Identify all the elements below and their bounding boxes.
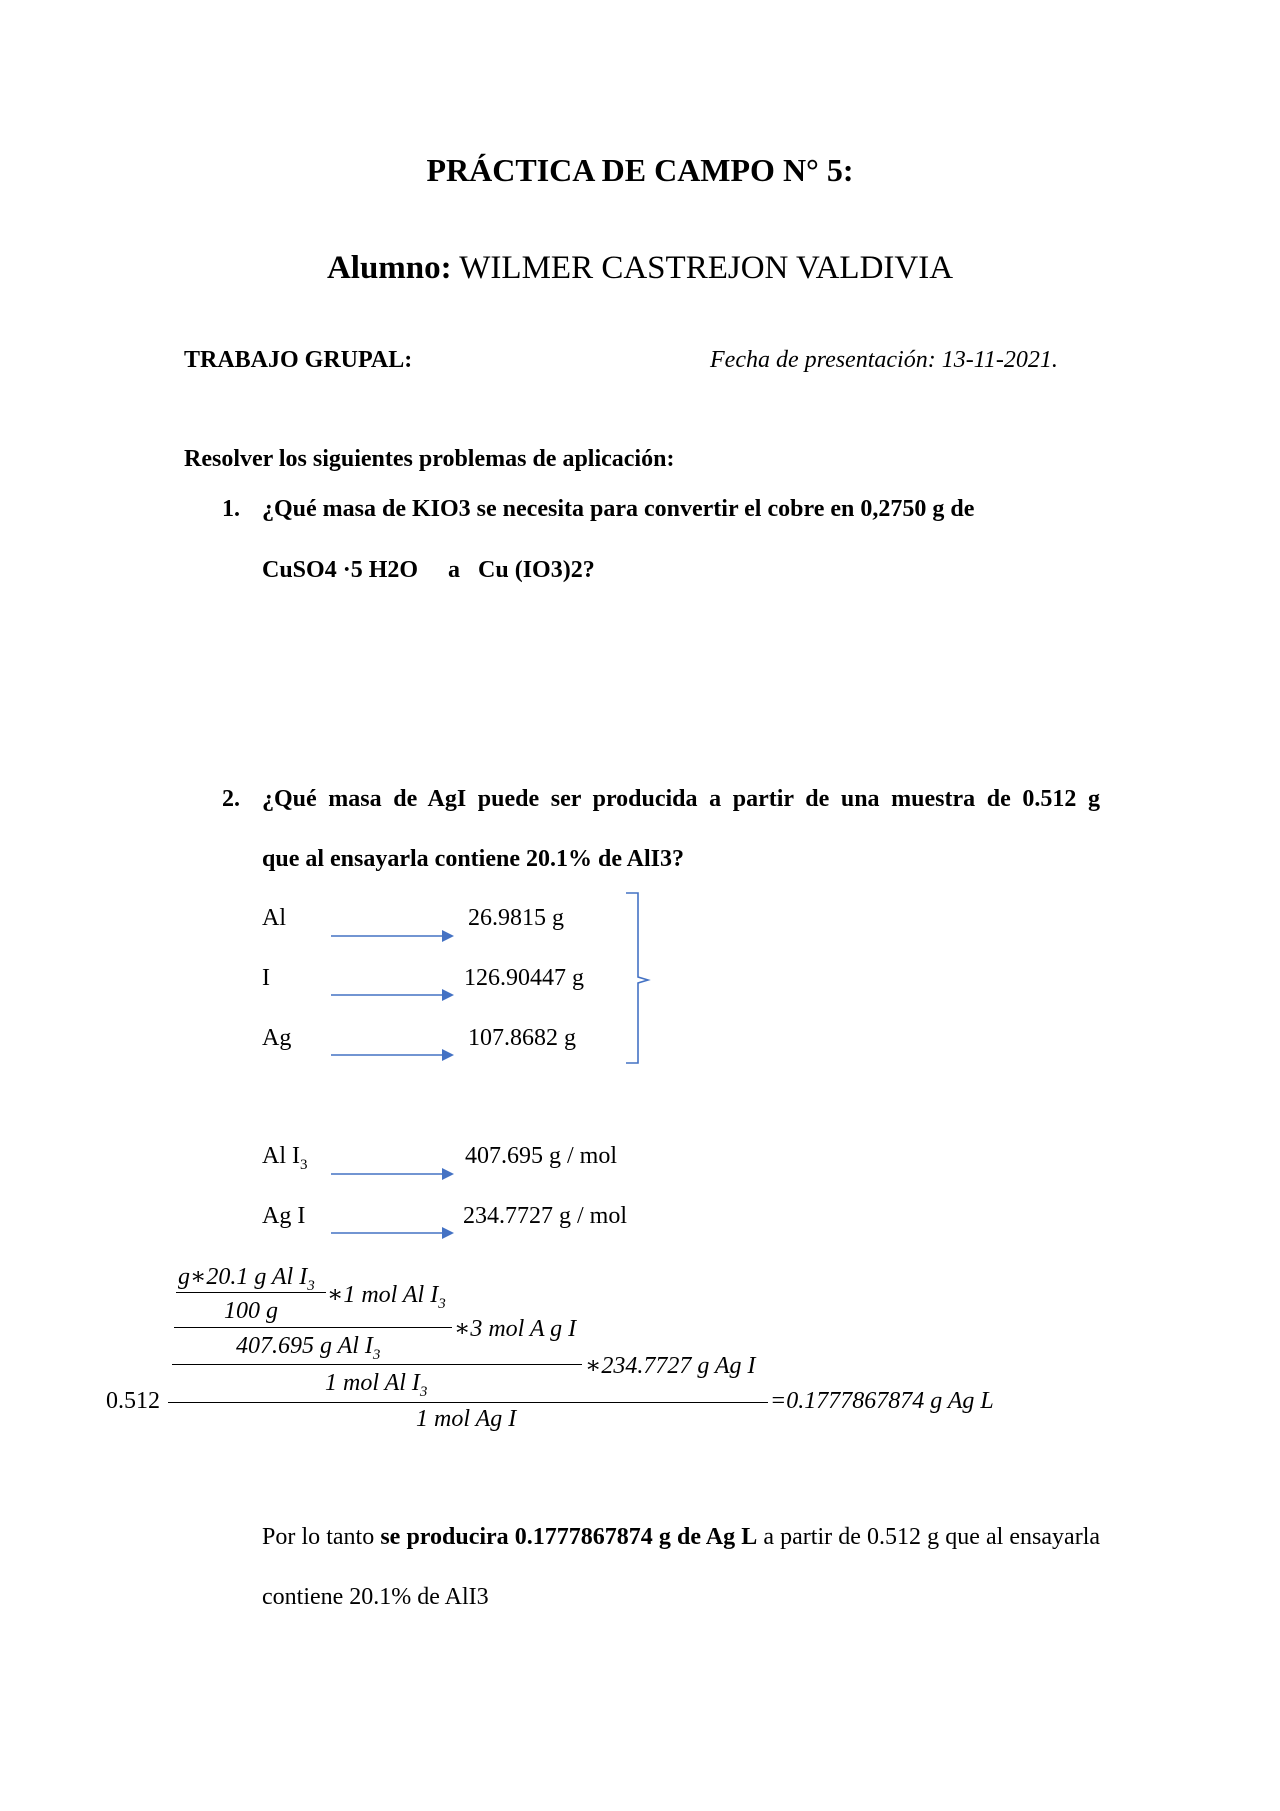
eq-n1-b [327, 1280, 446, 1313]
eq-fraction-line-3 [172, 1364, 582, 1365]
eq-n1-b-text: ∗1 mol Al I [327, 1282, 439, 1308]
eq-m2: ∗3 mol A g I [454, 1316, 577, 1342]
eq-fraction-line-1 [176, 1292, 326, 1293]
element-label-ag: Ag [262, 1025, 292, 1051]
q2-number: 2. [222, 786, 240, 812]
eq-main-fraction-line [168, 1402, 768, 1403]
eq-d2-text: 407.695 g Al I [236, 1333, 373, 1359]
eq-n1-b-sub: 3 [438, 1295, 446, 1312]
element-label-i: I [262, 965, 270, 991]
conclusion-bold: se producira 0.1777867874 g de Ag L [380, 1524, 758, 1550]
eq-m3: ∗234.7727 g Ag I [585, 1353, 756, 1379]
student-name: WILMER CASTREJON VALDIVIA [459, 250, 954, 286]
eq-result: =0.1777867874 g Ag L [770, 1388, 994, 1414]
eq-d3-text: 1 mol Al I [325, 1370, 420, 1396]
q1-line1: ¿Qué masa de KIO3 se necesita para convertir el cobre en 0,2750 g de [262, 496, 975, 522]
eq-n1-a-sub: 3 [307, 1277, 315, 1294]
q2-line2: que al ensayarla contiene 20.1% de AlI3? [262, 846, 685, 872]
arrow-ag-head [442, 1049, 454, 1061]
arrow-group [331, 930, 454, 1239]
q1-line2: CuSO4 ·5 H2O a Cu (IO3)2? [262, 557, 595, 583]
arrow-ali3-head [442, 1168, 454, 1180]
compound-label-agi: Ag I [262, 1203, 306, 1229]
right-brace [626, 893, 648, 1063]
eq-lead-value: 0.512 [106, 1388, 160, 1414]
group-work-label: TRABAJO GRUPAL: [184, 347, 413, 373]
compound-value-ali3: 407.695 g / mol [465, 1143, 618, 1169]
conclusion-text-1: Por lo tanto [262, 1524, 381, 1550]
element-value-i: 126.90447 g [464, 965, 584, 991]
eq-d3-sub: 3 [419, 1383, 428, 1400]
page-title: PRÁCTICA DE CAMPO N° 5: [426, 152, 854, 188]
conclusion-paragraph [262, 1507, 1100, 1627]
arrow-agi-head [442, 1227, 454, 1239]
eq-d1: 100 g [224, 1298, 278, 1324]
compound-value-agi: 234.7727 g / mol [463, 1203, 628, 1229]
eq-n1-a [178, 1262, 315, 1295]
element-value-al: 26.9815 g [468, 905, 564, 931]
element-label-al: Al [262, 905, 286, 931]
q2-line1-text: ¿Qué masa de AgI puede ser producida a partir de una muestra de 0.512 g [262, 786, 1100, 812]
eq-n1-a-text: g∗20.1 g Al I [178, 1264, 308, 1290]
eq-denominator: 1 mol Ag I [416, 1406, 517, 1432]
student-label: Alumno: [326, 250, 452, 286]
eq-d2 [236, 1333, 380, 1364]
eq-d3 [325, 1370, 427, 1401]
presentation-date: Fecha de presentación: 13-11-2021. [710, 347, 1058, 373]
conclusion-text-2: a partir de 0.512 g que al ensayarla contiene 20.1% de AlI3 [262, 1524, 1101, 1610]
eq-d2-sub: 3 [372, 1346, 381, 1363]
arrow-al-head [442, 930, 454, 942]
instructions: Resolver los siguientes problemas de aplicación: [184, 446, 675, 472]
compound-label-ali3-sub: 3 [300, 1156, 308, 1173]
q1-number: 1. [222, 496, 240, 522]
element-value-ag: 107.8682 g [468, 1025, 576, 1051]
compound-label-ali3-main: Al I [262, 1143, 300, 1169]
arrow-i-head [442, 989, 454, 1001]
eq-fraction-line-2 [174, 1327, 452, 1328]
